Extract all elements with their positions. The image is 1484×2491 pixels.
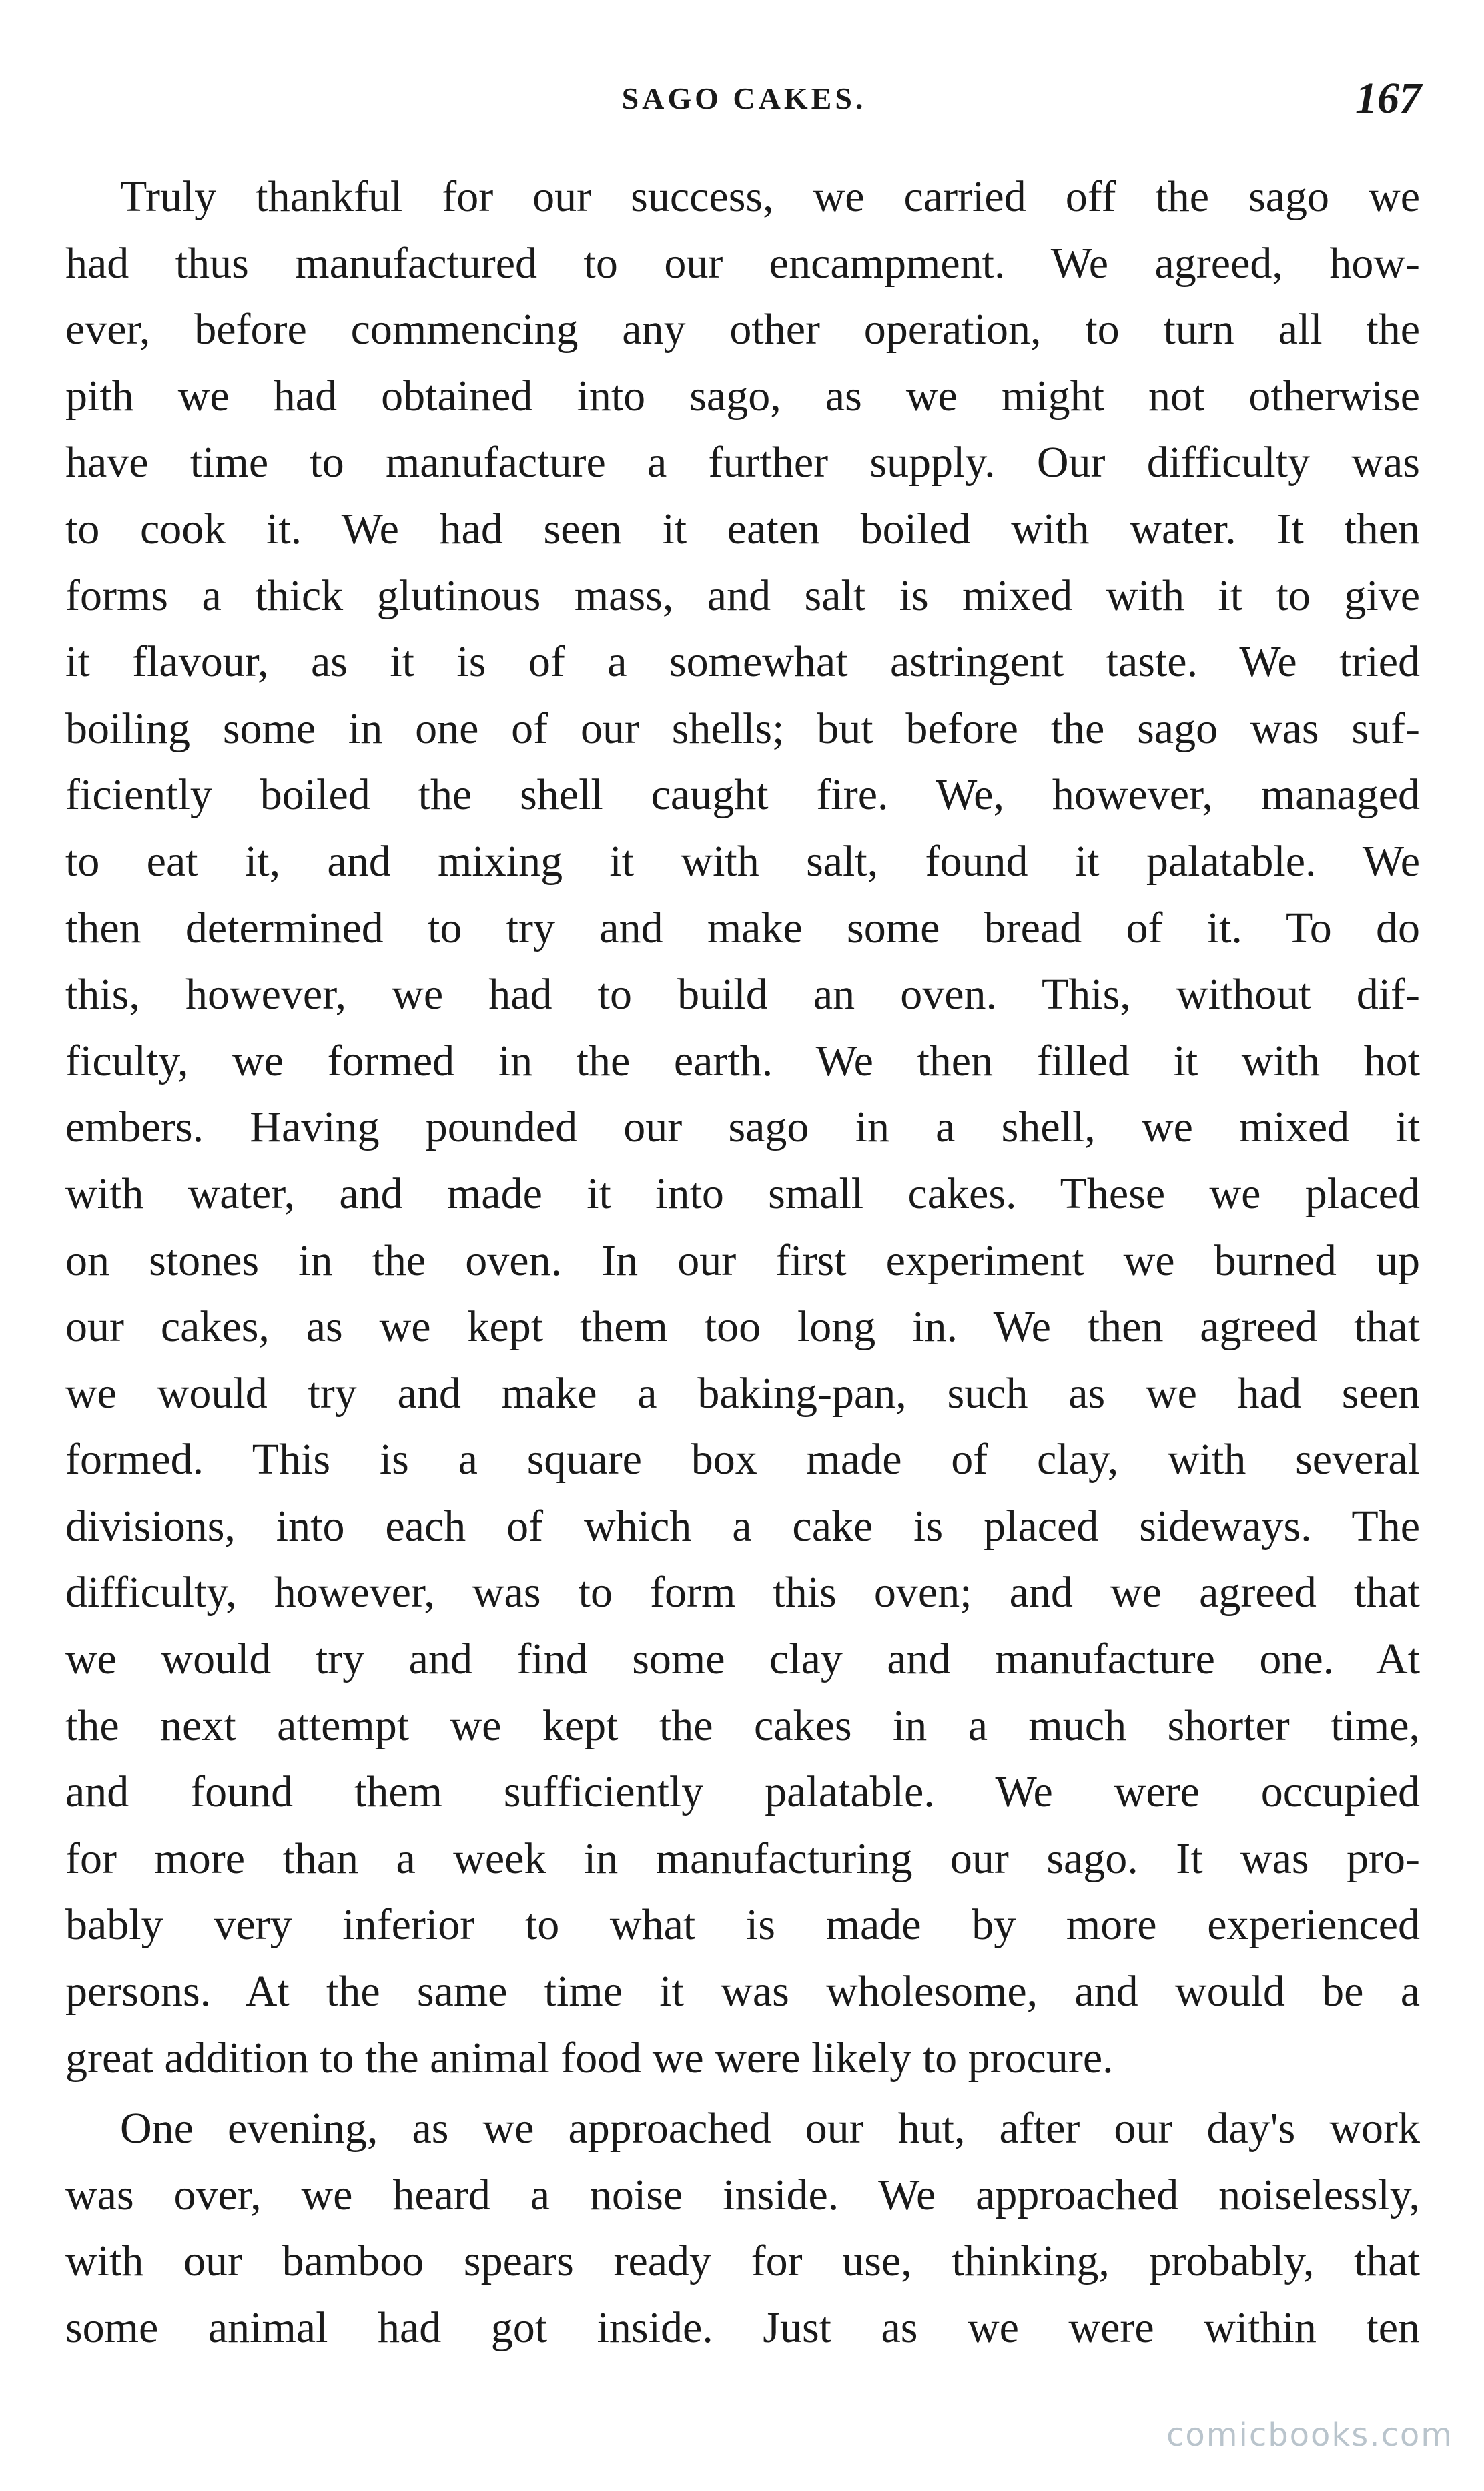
text-line: Truly thankful for our success, we carried off the sago we [120,172,1420,221]
text-line: we would try and make a baking-pan, such as we had seen [65,1368,1420,1418]
text-line: have time to manufacture a further supply. Our difficulty was [65,438,1420,487]
text-line: One evening, as we approached our hut, after our day's work [120,2104,1420,2153]
text-line: and found them sufficiently palatable. We were occupied [65,1767,1420,1817]
watermark: comicbooks.com [1166,2416,1453,2454]
paragraph-1 [65,164,1420,2091]
text-line: then determined to try and make some bread of it. To do [65,903,1420,952]
text-line: our cakes, as we kept them too long in. We then agreed that [65,1302,1420,1352]
text-line: formed. This is a square box made of clay, with several [65,1435,1420,1484]
text-line: with water, and made it into small cakes. These we placed [65,1169,1420,1218]
text-line: the next attempt we kept the cakes in a much shorter time, [65,1701,1420,1750]
text-line: for more than a week in manufacturing our sago. It was pro- [65,1834,1420,1883]
text-line: boiling some in one of our shells; but before the sago was suf- [65,704,1420,753]
text-line: this, however, we had to build an oven. This, without dif- [65,970,1420,1019]
text-line: divisions, into each of which a cake is placed sideways. The [65,1501,1420,1551]
text-line: ficiently boiled the shell caught fire. We, however, managed [65,770,1420,820]
text-line: great addition to the animal food we were likely to procure. [65,2033,1114,2083]
text-line: with our bamboo spears ready for use, thinking, probably, that [65,2237,1420,2286]
text-line: forms a thick glutinous mass, and salt is mixed with it to give [65,571,1420,620]
text-line: difficulty, however, was to form this oven; and we agreed that [65,1568,1420,1617]
paragraph-2 [65,2095,1420,2361]
text-line: embers. Having pounded our sago in a shell, we mixed it [65,1103,1420,1152]
text-line: persons. At the same time it was wholesome, and would be a [65,1967,1420,2016]
text-line: bably very inferior to what is made by more experienced [65,1900,1420,1950]
running-head: SAGO CAKES. [621,81,867,115]
text-line: had thus manufactured to our encampment. We agreed, how- [65,238,1420,288]
page-header [67,72,1421,125]
text-line: ever, before commencing any other operation, to turn all the [65,305,1420,354]
text-line: to eat it, and mixing it with salt, found it palatable. We [65,836,1420,886]
text-line: was over, we heard a noise inside. We approached noiselessly, [65,2170,1420,2219]
text-line: some animal had got inside. Just as we were within ten [65,2303,1420,2352]
text-line: it flavour, as it is of a somewhat astringent taste. We tried [65,637,1420,687]
text-line: ficulty, we formed in the earth. We then filled it with hot [65,1036,1420,1085]
text-line: on stones in the oven. In our first experiment we burned up [65,1235,1420,1285]
text-line: to cook it. We had seen it eaten boiled with water. It then [65,504,1420,553]
body-text [65,164,1420,2362]
text-line: pith we had obtained into sago, as we might not otherwise [65,371,1420,421]
page-number: 167 [1355,74,1421,123]
text-line: we would try and find some clay and manufacture one. At [65,1635,1420,1684]
